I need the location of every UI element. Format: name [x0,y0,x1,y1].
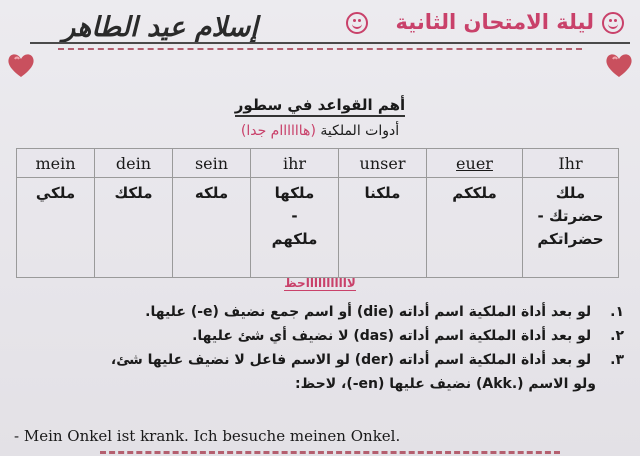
table-header-cell: Ihr [523,149,619,178]
table-header-cell: mein [17,149,95,178]
section-title: أهم القواعد في سطور [200,96,440,114]
dashed-border-top [58,48,582,50]
dashed-border-bottom [100,451,560,454]
table-header-row [17,149,619,178]
table-cell: ملككم [427,178,523,278]
heart-icon [6,50,36,80]
list-item [20,300,624,324]
table-row [17,178,619,278]
table-cell: ملك حضرتك - حضراتكم [523,178,619,278]
example-sentence: - Mein Onkel ist krank. Ich besuche meinen Onkel. [14,427,401,445]
table-cell: ملكنا [339,178,427,278]
rule-text: لو بعد أداة الملكية اسم أداته (das) لا نضيف أي شئ عليها. [192,328,592,344]
table-header-cell: dein [95,149,173,178]
rule-text: ولو الاسم (.Akk) نضيف عليها (en-)، لاحظ: [295,376,596,392]
rule-number: ٣. [610,352,624,368]
rule-number: ٢. [610,328,624,344]
table-header-cell: ihr [251,149,339,178]
section-subtitle [190,123,450,139]
smiley-icon [346,12,368,34]
list-item [20,348,624,372]
rule-number: ١. [610,304,624,320]
list-item [20,372,624,396]
table-cell: ملكك [95,178,173,278]
header-divider [30,42,630,44]
rules-list [20,300,624,396]
page-header-title: ليلة الامتحان الثانية [395,10,594,34]
table-header-cell: sein [173,149,251,178]
table-cell: ملكه [173,178,251,278]
possessive-table [16,148,619,278]
rule-text: لو بعد أداة الملكية اسم أداته (die) أو اسم جمع نضيف (e-) عليها. [145,304,592,320]
subtitle-hint: (هاااااام جدا) [240,123,316,139]
table-header-cell: euer [427,149,523,178]
notice-heading: لاااااااااااحظ [284,276,356,290]
smiley-icon [602,12,624,34]
rule-text: لو بعد أداة الملكية اسم أداته (der) لو الاسم فاعل لا نضيف عليها شئ، [110,352,592,368]
author-signature: إسلام عيد الطاهر [62,12,258,43]
list-item [20,324,624,348]
table-cell: ملكها - ملكهم [251,178,339,278]
table-cell: ملكي [17,178,95,278]
table-header-cell: unser [339,149,427,178]
heart-icon [604,50,634,80]
subtitle-text: أدوات الملكية [320,123,400,139]
